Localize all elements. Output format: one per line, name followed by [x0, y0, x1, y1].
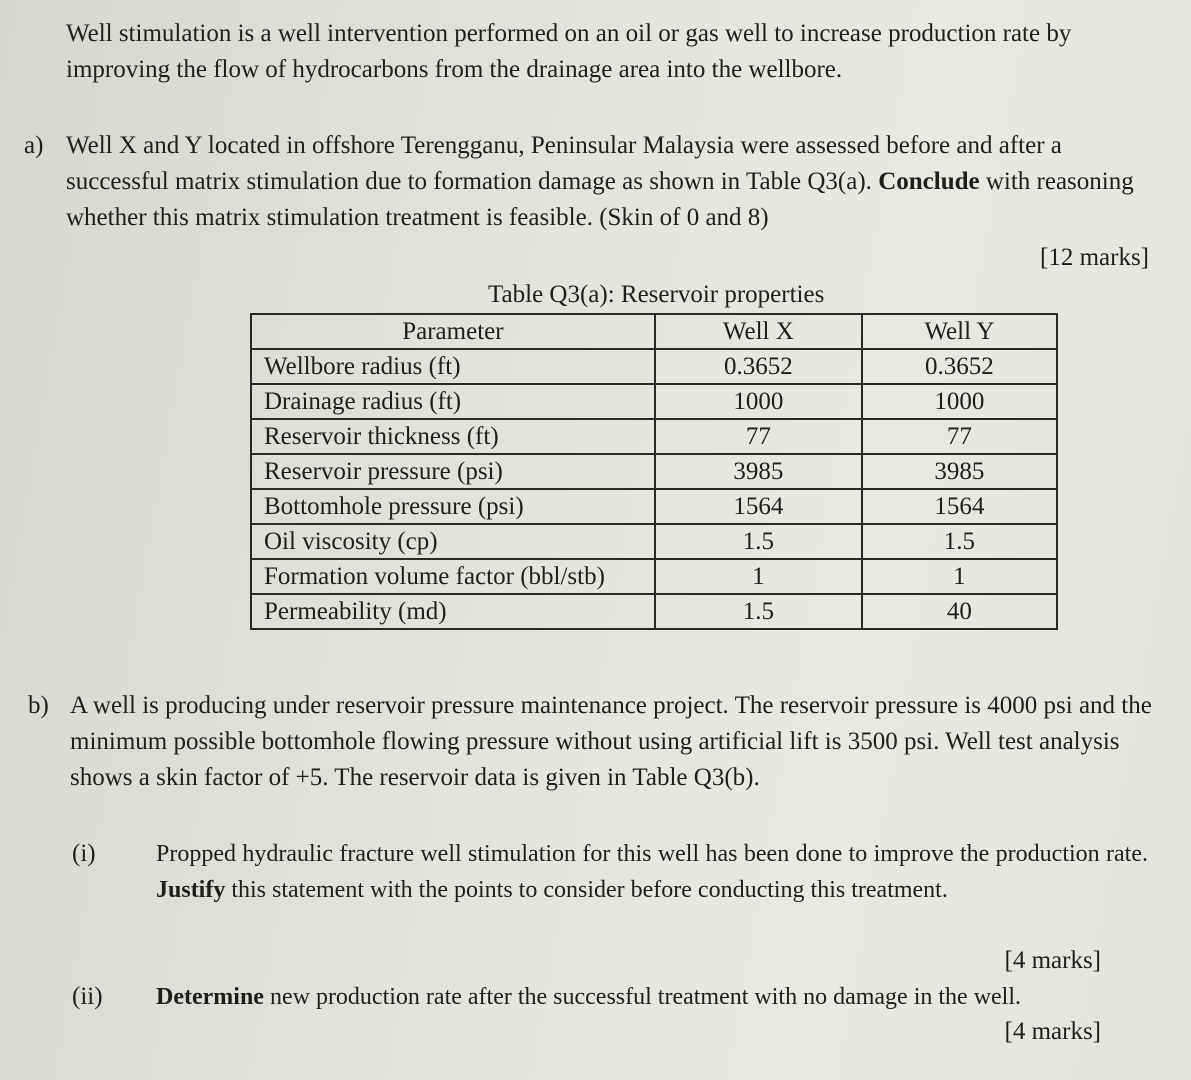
part-i-text-part2: this statement with the points to consider before conducting this treatment. — [225, 877, 948, 903]
question-a-keyword: Conclude — [878, 168, 980, 195]
part-i-label: (i) — [72, 840, 96, 867]
table-cell-parameter: Reservoir thickness (ft) — [251, 419, 655, 454]
question-a-text-part1: Well X and Y located in offshore Terengganu, Peninsular Malaysia were assessed before and after a successful matrix stimulation due to formation damage as shown in Table Q3(a). — [66, 132, 1062, 195]
question-b-text: A well is producing under reservoir pressure maintenance project. The reservoir pressure is 4000 psi and the minimum possible bottomhole flowing pressure without using artificial lift is 3500 psi. Well test analysis shows a skin factor of +5. The reservoir data is given in Table Q3(b). — [70, 692, 1152, 791]
table-cell-well-x: 3985 — [655, 454, 862, 489]
part-i-keyword: Justify — [156, 877, 226, 903]
table-row — [251, 454, 1057, 489]
table-cell-well-y: 1564 — [862, 489, 1057, 524]
table-cell-well-y: 1 — [862, 559, 1057, 594]
question-a-text — [66, 128, 1166, 236]
part-ii-text — [156, 979, 1156, 1015]
part-i-marks: [4 marks] — [1004, 947, 1101, 974]
question-a-marks: [12 marks] — [1040, 244, 1149, 271]
part-ii-keyword: Determine — [156, 984, 264, 1010]
part-i-text-part1: Propped hydraulic fracture well stimulation for this well has been done to improve the production rate. — [156, 841, 1148, 867]
table-cell-well-y: 3985 — [862, 454, 1057, 489]
table-header-parameter: Parameter — [251, 314, 655, 349]
table-header-row — [251, 314, 1057, 349]
table-cell-well-y: 40 — [862, 594, 1057, 629]
table-cell-parameter: Permeability (md) — [251, 594, 655, 629]
table-row — [251, 524, 1057, 559]
table-cell-parameter: Reservoir pressure (psi) — [251, 454, 655, 489]
part-ii-label: (ii) — [72, 983, 103, 1010]
table-header-well-y: Well Y — [862, 314, 1057, 349]
question-b-label: b) — [28, 692, 49, 719]
table-title: Table Q3(a): Reservoir properties — [488, 281, 825, 308]
part-ii-text-part2: new production rate after the successful treatment with no damage in the well. — [263, 984, 1022, 1010]
table-cell-parameter: Drainage radius (ft) — [251, 384, 655, 419]
table-cell-well-x: 1564 — [655, 489, 862, 524]
table-row — [251, 594, 1057, 629]
table-cell-parameter: Oil viscosity (cp) — [251, 524, 655, 559]
question-a-label: a) — [24, 132, 44, 159]
question-a-text-part2: with reasoning whether this matrix stimulation treatment is feasible. (Skin of 0 and 8) — [66, 168, 1134, 231]
table-cell-parameter: Bottomhole pressure (psi) — [251, 489, 655, 524]
table-cell-well-x: 1 — [655, 559, 862, 594]
table-row — [251, 349, 1057, 384]
table-cell-parameter: Formation volume factor (bbl/stb) — [251, 559, 655, 594]
table-row — [251, 384, 1057, 419]
table-cell-well-x: 1.5 — [655, 524, 862, 559]
table-row — [251, 559, 1057, 594]
table-row — [251, 419, 1057, 454]
table-cell-well-y: 77 — [862, 419, 1057, 454]
reservoir-properties-table — [250, 313, 1058, 630]
table-row — [251, 489, 1057, 524]
part-i-text — [156, 836, 1148, 908]
table-cell-well-y: 0.3652 — [862, 349, 1057, 384]
table-cell-well-y: 1000 — [862, 384, 1057, 419]
table-header-well-x: Well X — [655, 314, 862, 349]
table-cell-well-x: 77 — [655, 419, 862, 454]
table-cell-well-x: 1.5 — [655, 594, 862, 629]
intro-paragraph: Well stimulation is a well intervention performed on an oil or gas well to increase production rate by improving the flow of hydrocarbons from the drainage area into the wellbore. — [66, 20, 1072, 83]
table-cell-parameter: Wellbore radius (ft) — [251, 349, 655, 384]
part-ii-marks: [4 marks] — [1004, 1018, 1101, 1045]
table-cell-well-x: 1000 — [655, 384, 862, 419]
table-cell-well-y: 1.5 — [862, 524, 1057, 559]
table-cell-well-x: 0.3652 — [655, 349, 862, 384]
